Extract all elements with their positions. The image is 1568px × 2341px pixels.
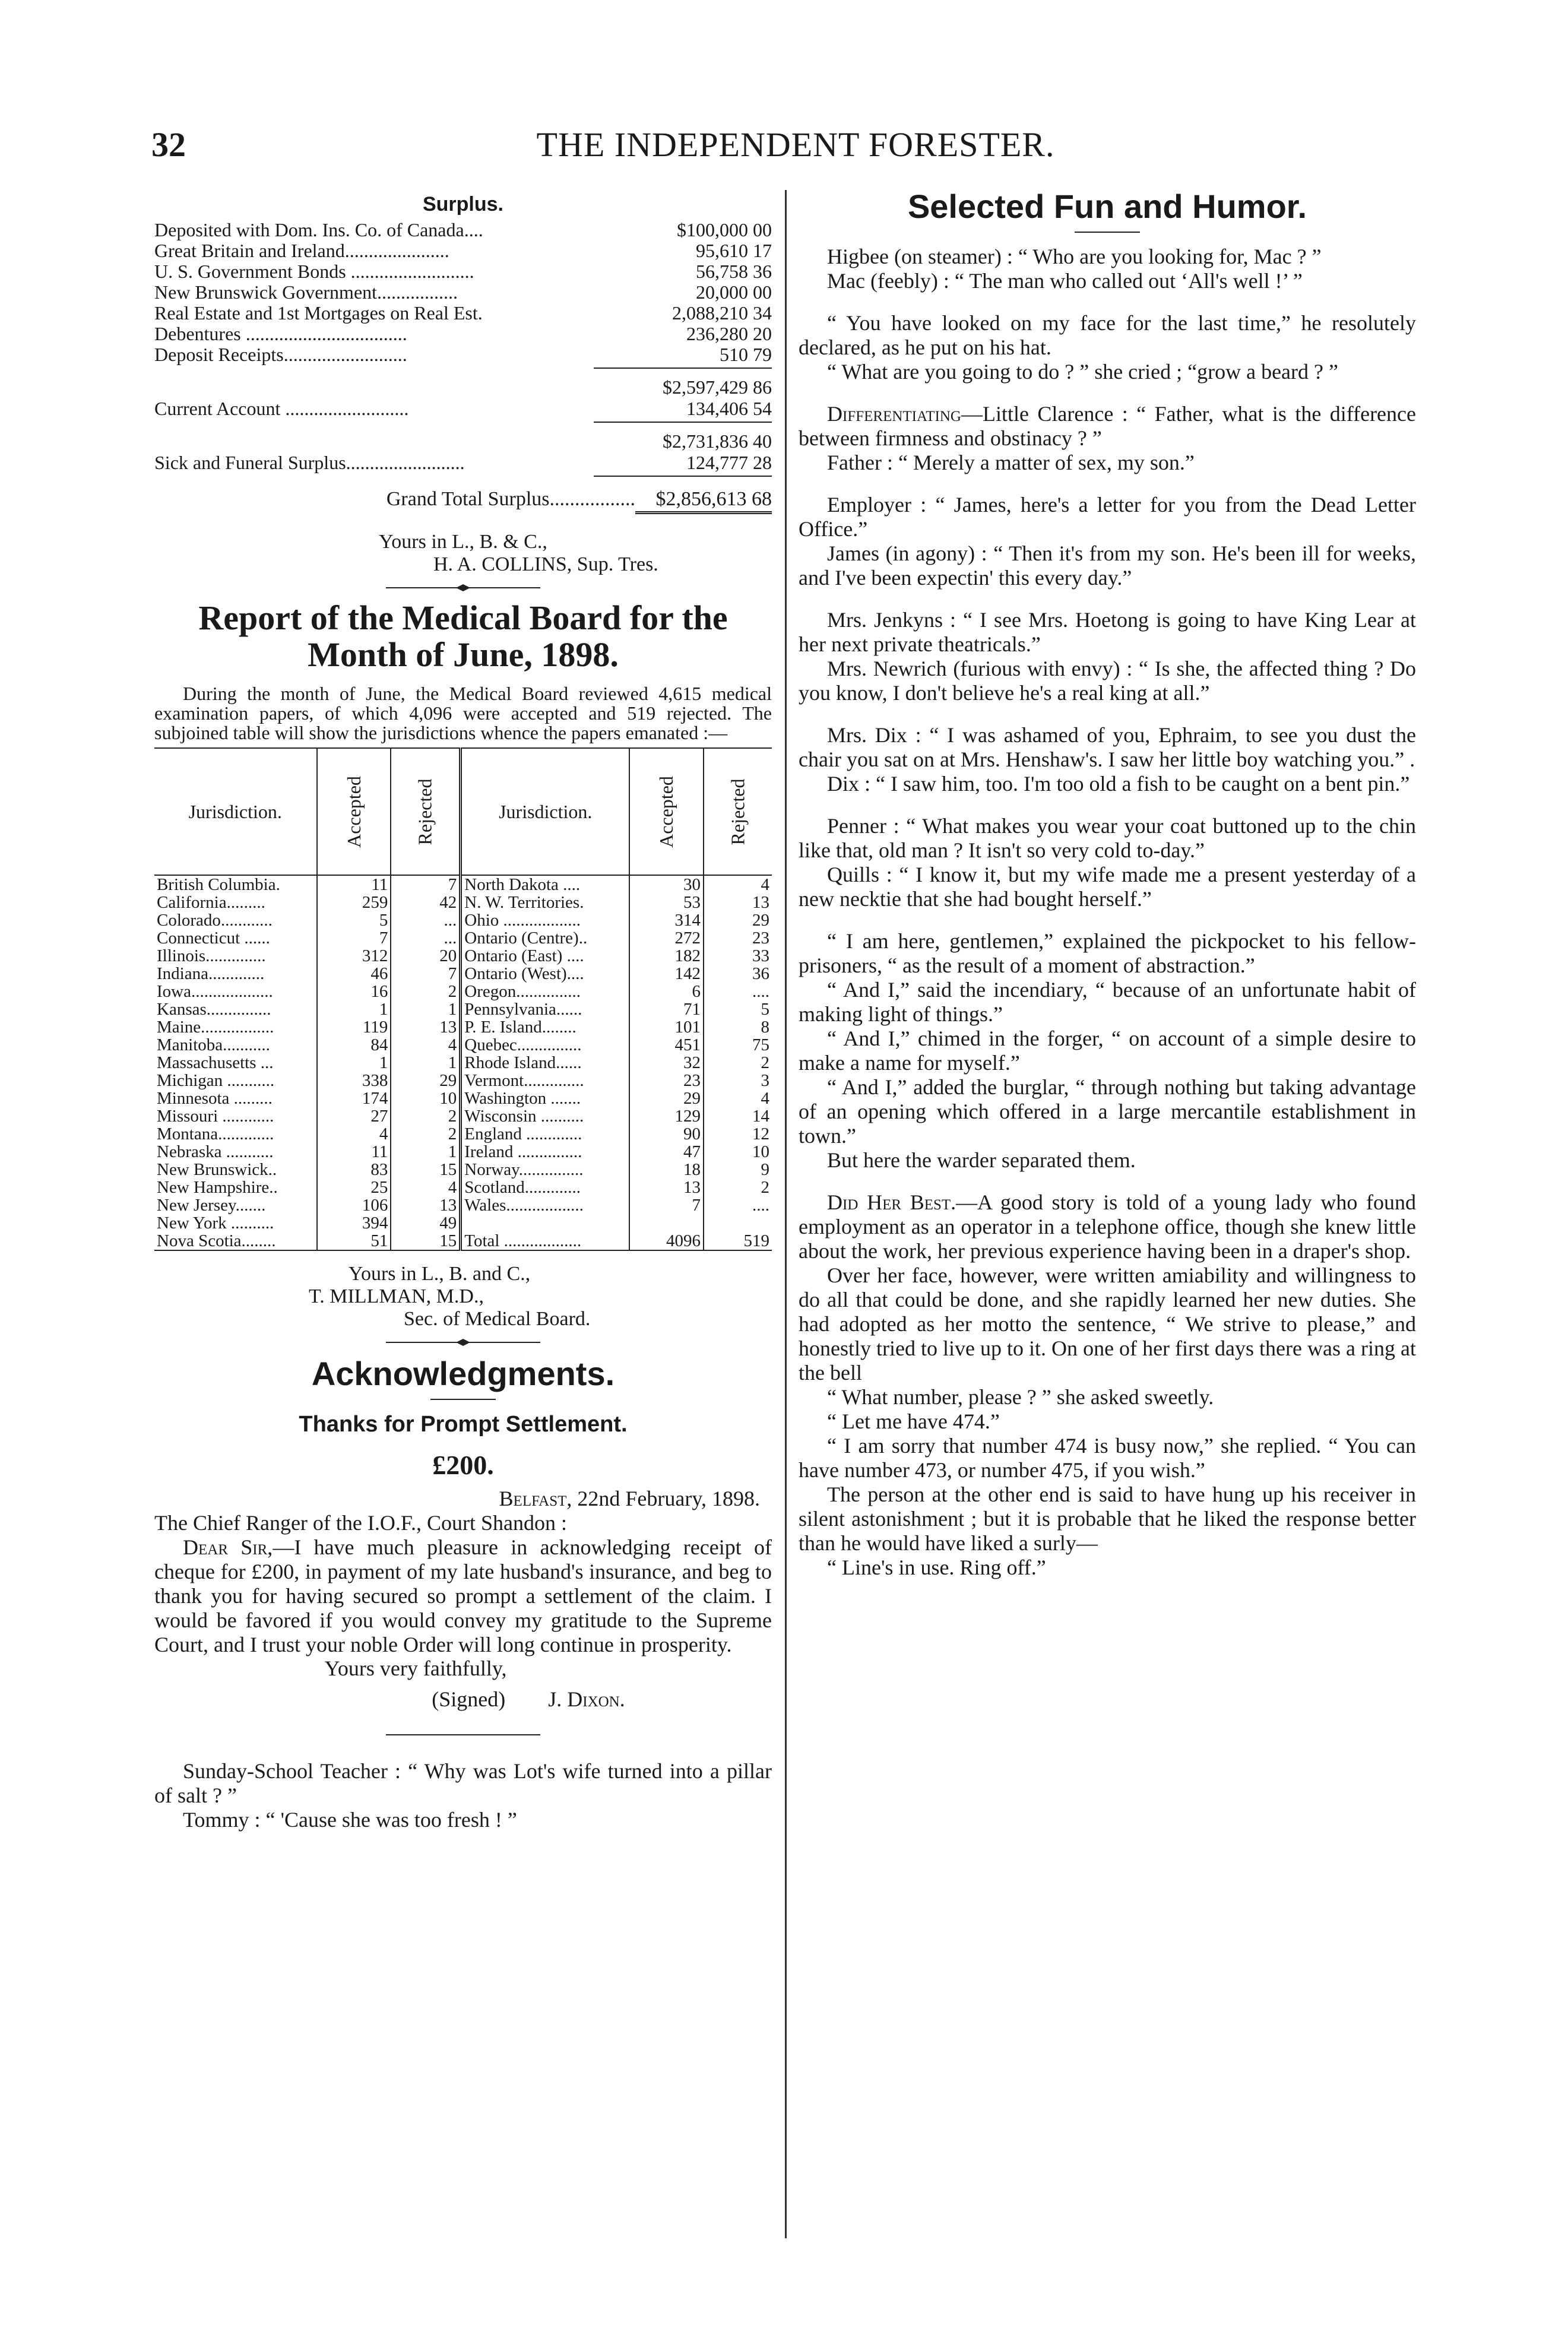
accepted-right: 71 [629, 1000, 704, 1018]
fun-paragraph-text: Employer : “ James, here's a letter for you from the Dead Letter Office.” [799, 493, 1416, 541]
jurisdiction-name-right: Ohio .................. [461, 911, 629, 929]
current-account-value: 134,406 54 [686, 398, 772, 419]
medical-signer: T. MILLMAN, M.D., [309, 1285, 484, 1307]
table-row [154, 1232, 772, 1250]
jurisdiction-name-left: Michigan ........... [157, 1071, 275, 1090]
table-row [154, 1054, 772, 1072]
surplus-line [154, 282, 772, 303]
surplus-lines [154, 220, 772, 365]
column-divider [785, 190, 787, 2238]
table-row [154, 1018, 772, 1036]
fun-paragraph [799, 451, 1416, 475]
col-rejected-left-label: Rejected [414, 778, 436, 845]
surplus-line-value: 2,088,210 34 [672, 302, 772, 324]
signed-label: (Signed) [432, 1687, 506, 1711]
sum-rule [594, 422, 772, 423]
jurisdiction-name-left: Indiana............. [157, 964, 265, 983]
jurisdiction-name-right: Washington ....... [461, 1089, 629, 1107]
accepted-right: 451 [629, 1036, 704, 1054]
rejected-left: 1 [391, 1000, 460, 1018]
rejected-right: 4 [704, 875, 772, 894]
jurisdiction-name-left: Nova Scotia........ [154, 1232, 317, 1250]
table-row [154, 911, 772, 929]
fun-paragraph [799, 360, 1416, 384]
grand-total-value: $2,856,613 68 [635, 487, 772, 514]
jurisdiction-name-left: Massachusetts ... [157, 1053, 274, 1072]
table-row [154, 1125, 772, 1143]
surplus-line-value: 236,280 20 [686, 323, 772, 344]
fun-paragraph [799, 541, 1416, 590]
jurisdiction-name-right [461, 1214, 629, 1232]
accepted-right: 314 [629, 911, 704, 929]
accepted-left: 11 [317, 1143, 391, 1161]
accepted-left: 119 [317, 1018, 391, 1036]
rejected-left: 1 [391, 1143, 460, 1161]
col-accepted-right [629, 748, 704, 875]
acknowledgments-heading: Acknowledgments. [311, 1355, 615, 1392]
fun-paragraph [799, 402, 1416, 451]
page-number: 32 [151, 125, 186, 164]
surplus-line-label: New Brunswick Government................. [154, 282, 458, 303]
fun-paragraph [799, 863, 1416, 911]
accepted-left: 46 [317, 965, 391, 983]
fun-paragraph [799, 1027, 1416, 1075]
table-row [154, 875, 772, 894]
acknowledgment-amount: £200. [432, 1450, 494, 1480]
accepted-right: 182 [629, 947, 704, 965]
rejected-right: 2 [704, 1054, 772, 1072]
accepted-left: 51 [317, 1232, 391, 1250]
jurisdiction-name-right: Ontario (West).... [461, 965, 629, 983]
fun-paragraph [799, 608, 1416, 657]
fun-paragraph-text: Penner : “ What makes you wear your coat buttoned up to the chin like that, old man ? It isn't so very cold to-day.” [799, 814, 1416, 862]
fun-paragraph [799, 814, 1416, 863]
fun-paragraph [799, 657, 1416, 705]
fun-paragraph [799, 493, 1416, 541]
grand-total-label: Grand Total Surplus................. [386, 488, 635, 510]
accepted-right: 129 [629, 1107, 704, 1125]
col-jurisdiction-left: Jurisdiction. [154, 748, 317, 875]
fun-heading: Selected Fun and Humor. [907, 188, 1307, 225]
jurisdiction-name-right: North Dakota .... [461, 875, 629, 894]
accepted-left: 106 [317, 1196, 391, 1214]
rejected-left: 2 [391, 1125, 460, 1143]
fun-paragraph [799, 1385, 1416, 1409]
fun-paragraph-text: Higbee (on steamer) : “ Who are you looking for, Mac ? ” [827, 245, 1322, 268]
table-row [154, 1214, 772, 1232]
fun-paragraph [799, 723, 1416, 772]
jurisdiction-name-left: Illinois.............. [157, 946, 266, 965]
current-account-line [154, 398, 772, 419]
short-rule [1075, 232, 1140, 233]
accepted-left: 338 [317, 1072, 391, 1089]
col-accepted-left-label: Accepted [343, 775, 365, 848]
fun-paragraph [799, 269, 1416, 293]
surplus-line [154, 344, 772, 365]
letter-body [154, 1535, 772, 1657]
jurisdiction-name-right: Vermont.............. [461, 1072, 629, 1089]
fun-paragraph-text: Father : “ Merely a matter of sex, my son.” [827, 451, 1195, 474]
col-accepted-left [317, 748, 391, 875]
rejected-left: 2 [391, 1107, 460, 1125]
accepted-left: 16 [317, 983, 391, 1000]
table-row [154, 894, 772, 911]
letter-body-text: —I have much pleasure in acknowledging receipt of cheque for £200, in payment of my late husband's insurance, and beg to thank you for having secured so prompt a settlement of the claim. I would be favored if you would convey my gratitude to the Supreme Court, and I trust your noble Order will long continue in prosperity. [154, 1535, 772, 1656]
surplus-line [154, 324, 772, 344]
accepted-right: 23 [629, 1072, 704, 1089]
fun-paragraph-text: “ And I,” chimed in the forger, “ on account of a simple desire to make a name for myself.” [799, 1027, 1416, 1075]
table-row [154, 983, 772, 1000]
fun-paragraph [799, 1434, 1416, 1482]
col-rejected-right-label: Rejected [727, 778, 749, 845]
accepted-right: 7 [629, 1196, 704, 1214]
fun-body [799, 245, 1416, 1580]
fun-paragraph [799, 1482, 1416, 1556]
fun-paragraph-text: —A good story is told of a young lady who found employment as an operator in a telephone office, though she knew little about the work, her previous experience having been in a draper's shop. [799, 1190, 1416, 1263]
jurisdiction-name-left: Maine................. [157, 1018, 274, 1037]
fun-paragraph-text: “ You have looked on my face for the last time,” he resolutely declared, as he put on his hat. [799, 311, 1416, 359]
jurisdiction-name-right: Ireland ............... [461, 1143, 629, 1161]
surplus-line-label: Debentures .................................. [154, 324, 407, 344]
rejected-left: 7 [391, 875, 460, 894]
rejected-right: 4 [704, 1089, 772, 1107]
accepted-right: 47 [629, 1143, 704, 1161]
left-column [154, 187, 772, 1832]
surplus-line-label: Deposit Receipts.......................... [154, 344, 407, 365]
rejected-right: 5 [704, 1000, 772, 1018]
surplus-line-value: $100,000 00 [677, 219, 772, 240]
fun-paragraph-text: “ What number, please ? ” she asked sweetly. [827, 1385, 1214, 1409]
rejected-right: 12 [704, 1125, 772, 1143]
accepted-right: 4096 [629, 1232, 704, 1250]
jurisdiction-name-right: England ............. [461, 1125, 629, 1143]
rejected-left: 13 [391, 1018, 460, 1036]
current-account-label: Current Account .......................... [154, 398, 409, 419]
accepted-left: 1 [317, 1000, 391, 1018]
accepted-right: 101 [629, 1018, 704, 1036]
medical-report-heading: Report of the Medical Board for the Month of June, 1898. [198, 598, 728, 674]
rejected-right: 14 [704, 1107, 772, 1125]
table-row [154, 1072, 772, 1089]
rejected-left: 1 [391, 1054, 460, 1072]
jurisdiction-table [154, 747, 772, 1251]
rejected-left: 15 [391, 1232, 460, 1250]
accepted-left: 259 [317, 894, 391, 911]
jurisdiction-table-body [154, 875, 772, 1250]
table-row [154, 1143, 772, 1161]
rejected-right: 13 [704, 894, 772, 911]
sunday-school-answer: Tommy : “ 'Cause she was too fresh ! ” [183, 1808, 517, 1832]
addressee: The Chief Ranger of the I.O.F., Court Shandon : [154, 1511, 568, 1535]
jurisdiction-name-left: Connecticut ...... [157, 929, 270, 948]
col-rejected-left [391, 748, 460, 875]
accepted-right: 32 [629, 1054, 704, 1072]
jurisdiction-name-right: Wisconsin .......... [461, 1107, 629, 1125]
surplus-line [154, 261, 772, 282]
fun-paragraph-text: “ Line's in use. Ring off.” [827, 1556, 1046, 1579]
accepted-left: 4 [317, 1125, 391, 1143]
table-row [154, 1161, 772, 1179]
fun-paragraph-text: “ I am here, gentlemen,” explained the pickpocket to his fellow-prisoners, “ as the result of a moment of abstraction.” [799, 929, 1416, 977]
rejected-right: 8 [704, 1018, 772, 1036]
surplus-line-label: U. S. Government Bonds .......................... [154, 261, 474, 282]
accepted-left: 1 [317, 1054, 391, 1072]
fun-paragraph-lead: Did Her Best. [827, 1190, 956, 1214]
rejected-left: 29 [391, 1072, 460, 1089]
salutation: Dear Sir, [183, 1535, 273, 1559]
jurisdiction-name-left: Kansas............... [157, 1000, 271, 1019]
fun-paragraph [799, 772, 1416, 796]
fun-paragraph-text: “ What are you going to do ? ” she cried ; “grow a beard ? ” [827, 360, 1338, 384]
accepted-right [629, 1214, 704, 1232]
fun-paragraph-text: Mrs. Dix : “ I was ashamed of you, Ephraim, to see you dust the chair you sat on at Mrs. Henshaw's. I saw her little boy watching you.” . [799, 723, 1416, 771]
fun-paragraph-text: Quills : “ I know it, but my wife made me a present yesterday of a new necktie that she had bought herself.” [799, 863, 1416, 911]
accepted-right: 6 [629, 983, 704, 1000]
sum-rule [594, 368, 772, 369]
dateline-date: 22nd February, 1898. [577, 1487, 760, 1510]
valediction: Yours very faithfully, [324, 1656, 507, 1680]
surplus-line-value: 510 79 [720, 344, 772, 365]
surplus-line [154, 220, 772, 240]
jurisdiction-name-right: Oregon............... [461, 983, 629, 1000]
table-row [154, 947, 772, 965]
fun-paragraph-text: Mrs. Newrich (furious with envy) : “ Is she, the affected thing ? Do you know, I don't believe he's a real king at all.” [799, 657, 1416, 705]
fun-paragraph [799, 1075, 1416, 1148]
table-row [154, 1179, 772, 1196]
rejected-right: 33 [704, 947, 772, 965]
table-row [154, 1036, 772, 1054]
rejected-left: ... [391, 911, 460, 929]
section-ornament [386, 1339, 540, 1346]
jurisdiction-name-right: Pennsylvania...... [461, 1000, 629, 1018]
fun-paragraph-text: Over her face, however, were written amiability and willingness to do all that could be done, and she rapidly learned her new duties. She had adopted as her motto the sentence, “ We strive to please,” and honestly tried to live up to it. On one of her first days there was a ring at the bell [799, 1263, 1416, 1385]
accepted-left: 7 [317, 929, 391, 947]
accepted-left: 25 [317, 1179, 391, 1196]
rejected-left: 49 [391, 1214, 460, 1232]
rejected-right: 9 [704, 1161, 772, 1179]
surplus-line-label: Great Britain and Ireland...................... [154, 240, 449, 261]
sum-rule [594, 476, 772, 477]
subtotal-two: $2,731,836 40 [663, 430, 772, 452]
table-row [154, 965, 772, 983]
fun-paragraph [799, 978, 1416, 1027]
surplus-heading: Surplus. [422, 193, 504, 216]
fun-paragraph [799, 1190, 1416, 1263]
surplus-line-value: 56,758 36 [696, 261, 772, 282]
medical-closing: Yours in L., B. and C., [348, 1263, 531, 1285]
col-accepted-right-label: Accepted [655, 775, 677, 848]
fun-paragraph-text: “ I am sorry that number 474 is busy now,” she replied. “ You can have number 473, or number 475, if you wish.” [799, 1434, 1416, 1482]
fun-paragraph [799, 1556, 1416, 1580]
fun-paragraph-text: —Little Clarence : “ Father, what is the difference between firmness and obstinacy ? ” [799, 402, 1416, 450]
rejected-left: 13 [391, 1196, 460, 1214]
jurisdiction-name-left: New Hampshire.. [157, 1178, 278, 1197]
accepted-left: 84 [317, 1036, 391, 1054]
fun-paragraph-text: Mac (feebly) : “ The man who called out ‘All's well !’ ” [827, 269, 1303, 293]
grand-total-line [154, 487, 772, 514]
rejected-right [704, 1214, 772, 1232]
signature-line [154, 1688, 772, 1710]
jurisdiction-name-left: California......... [157, 893, 265, 912]
rejected-left: 15 [391, 1161, 460, 1179]
rejected-left: 7 [391, 965, 460, 983]
surplus-line-label: Deposited with Dom. Ins. Co. of Canada.... [154, 220, 483, 240]
table-row [154, 1000, 772, 1018]
accepted-left: 11 [317, 875, 391, 894]
jurisdiction-name-left: Manitoba........... [157, 1035, 270, 1054]
accepted-right: 53 [629, 894, 704, 911]
dateline [154, 1487, 772, 1511]
accepted-left: 83 [317, 1161, 391, 1179]
surplus-signer: H. A. COLLINS, Sup. Tres. [433, 553, 658, 575]
jurisdiction-name-right: Ontario (Centre).. [461, 929, 629, 947]
jurisdiction-name-right: Norway............... [461, 1161, 629, 1179]
fun-paragraph-lead: Differentiating [827, 402, 961, 426]
jurisdiction-name-right: Wales.................. [461, 1196, 629, 1214]
sunday-school-question: Sunday-School Teacher : “ Why was Lot's wife turned into a pillar of salt ? ” [154, 1759, 772, 1807]
fun-paragraph [799, 929, 1416, 978]
running-head [151, 125, 1440, 172]
rejected-right: 75 [704, 1036, 772, 1054]
fun-paragraph [799, 1148, 1416, 1173]
fun-paragraph-text: “ Let me have 474.” [827, 1409, 1000, 1433]
surplus-closing: Yours in L., B. & C., [379, 531, 547, 553]
rejected-left: 2 [391, 983, 460, 1000]
fun-paragraph-text: But here the warder separated them. [827, 1148, 1136, 1172]
medical-signer-title: Sec. of Medical Board. [404, 1308, 591, 1330]
rejected-right: 29 [704, 911, 772, 929]
sick-funeral-line [154, 452, 772, 473]
sick-funeral-value: 124,777 28 [686, 452, 772, 473]
accepted-right: 90 [629, 1125, 704, 1143]
fun-paragraph [799, 245, 1416, 269]
surplus-line-label: Real Estate and 1st Mortgages on Real Est. [154, 303, 483, 324]
accepted-right: 13 [629, 1179, 704, 1196]
jurisdiction-name-left: British Columbia. [157, 875, 280, 894]
letter-signer: J. Dixon. [548, 1687, 625, 1711]
accepted-right: 29 [629, 1089, 704, 1107]
jurisdiction-name-right: N. W. Territories. [461, 894, 629, 911]
sick-funeral-label: Sick and Funeral Surplus......................... [154, 452, 465, 473]
rejected-right: 10 [704, 1143, 772, 1161]
fun-paragraph-text: “ And I,” added the burglar, “ through nothing but taking advantage of an opening which offered in a large mercantile establishment in town.” [799, 1075, 1416, 1148]
table-row [154, 1089, 772, 1107]
col-rejected-right [704, 748, 772, 875]
rejected-left: 20 [391, 947, 460, 965]
dateline-place: Belfast, [499, 1487, 572, 1510]
surplus-line-value: 95,610 17 [696, 240, 772, 261]
medical-report-intro: During the month of June, the Medical Board reviewed 4,615 medical examination papers, of which 4,096 were accepted and 519 rejected. The subjoined table will show the jurisdictions whence the papers emanated :— [154, 683, 772, 743]
surplus-line-value: 20,000 00 [696, 281, 772, 303]
accepted-right: 18 [629, 1161, 704, 1179]
jurisdiction-name-left: Montana............. [157, 1124, 274, 1143]
rejected-right: 2 [704, 1179, 772, 1196]
jurisdiction-name-right: Rhode Island...... [461, 1054, 629, 1072]
section-ornament [386, 584, 540, 591]
surplus-line [154, 240, 772, 261]
right-column [799, 187, 1416, 1580]
jurisdiction-name-left: New York .......... [157, 1214, 274, 1233]
rejected-left: ... [391, 929, 460, 947]
rejected-left: 10 [391, 1089, 460, 1107]
jurisdiction-name-right: Ontario (East) .... [461, 947, 629, 965]
short-rule [386, 1734, 540, 1735]
table-row [154, 929, 772, 947]
jurisdiction-name-left: New Jersey....... [157, 1196, 266, 1215]
accepted-right: 30 [629, 875, 704, 894]
rejected-left: 4 [391, 1179, 460, 1196]
fun-paragraph-text: Mrs. Jenkyns : “ I see Mrs. Hoetong is going to have King Lear at her next private theatricals.” [799, 608, 1416, 656]
fun-paragraph-text: “ And I,” said the incendiary, “ because of an unfortunate habit of making light of things.” [799, 978, 1416, 1026]
jurisdiction-name-left: New Brunswick.. [157, 1160, 277, 1179]
rejected-right: .... [704, 1196, 772, 1214]
accepted-right: 142 [629, 965, 704, 983]
jurisdiction-name-right: Quebec............... [461, 1036, 629, 1054]
journal-title: THE INDEPENDENT FORESTER. [536, 125, 1055, 164]
fun-paragraph [799, 311, 1416, 360]
accepted-left: 27 [317, 1107, 391, 1125]
fun-paragraph [799, 1409, 1416, 1434]
jurisdiction-name-left: Missouri ............ [157, 1107, 274, 1126]
fun-paragraph-text: James (in agony) : “ Then it's from my son. He's been ill for weeks, and I've been expectin' this every day.” [799, 541, 1416, 590]
subtotal-one: $2,597,429 86 [663, 376, 772, 398]
jurisdiction-name-left: Minnesota ......... [157, 1089, 273, 1108]
jurisdiction-name-right: Total .................. [461, 1232, 629, 1250]
jurisdiction-name-right: P. E. Island........ [461, 1018, 629, 1036]
jurisdiction-name-left: Nebraska ........... [157, 1142, 274, 1161]
accepted-left: 394 [317, 1214, 391, 1232]
accepted-right: 272 [629, 929, 704, 947]
table-row [154, 1196, 772, 1214]
table-row [154, 1107, 772, 1125]
surplus-line [154, 303, 772, 324]
rejected-right: 3 [704, 1072, 772, 1089]
rejected-left: 42 [391, 894, 460, 911]
rejected-right: 36 [704, 965, 772, 983]
col-jurisdiction-right: Jurisdiction. [461, 748, 629, 875]
acknowledgments-subheading: Thanks for Prompt Settlement. [299, 1412, 628, 1437]
jurisdiction-name-left: Colorado............ [157, 911, 273, 930]
rejected-right: 23 [704, 929, 772, 947]
rejected-left: 4 [391, 1036, 460, 1054]
jurisdiction-name-right: Scotland............. [461, 1179, 629, 1196]
fun-paragraph-text: The person at the other end is said to have hung up his receiver in silent astonishment ; but it is probable that he liked the response better than he would have liked a surly— [799, 1482, 1416, 1555]
fun-paragraph-text: Dix : “ I saw him, too. I'm too old a fish to be caught on a bent pin.” [827, 772, 1410, 796]
jurisdiction-table-header [154, 748, 772, 875]
rejected-right: 519 [704, 1232, 772, 1250]
short-rule [430, 1399, 496, 1400]
accepted-left: 312 [317, 947, 391, 965]
fun-paragraph [799, 1263, 1416, 1385]
accepted-left: 174 [317, 1089, 391, 1107]
accepted-left: 5 [317, 911, 391, 929]
jurisdiction-name-left: Iowa................... [157, 982, 273, 1001]
rejected-right: .... [704, 983, 772, 1000]
